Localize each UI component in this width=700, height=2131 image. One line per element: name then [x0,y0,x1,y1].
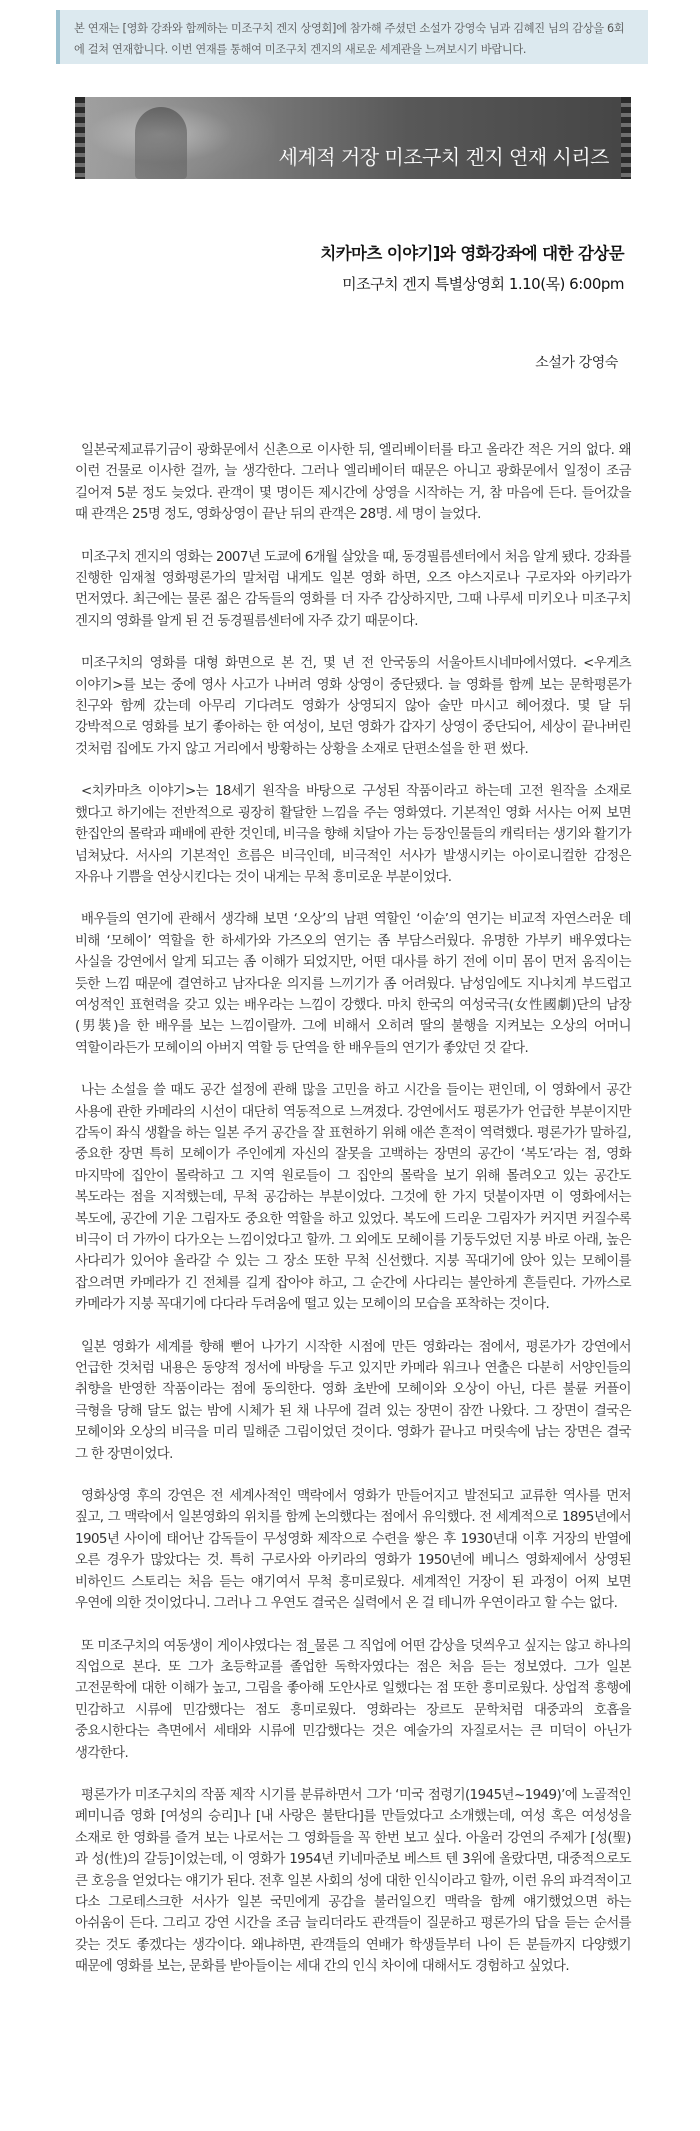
article-subtitle: 미조구치 겐지 특별상영회 1.10(목) 6:00pm [342,275,624,293]
paragraph: 미조구치의 영화를 대형 화면으로 본 건, 몇 년 전 안국동의 서울아트시네마에서였다. <우게츠 이야기>를 보는 중에 영사 사고가 나버려 영화 상영이 중단됐다. 늘 영화를 함께 보는 문학평론가 친구와 함께 갔는데 아무리 기다려도 영화가 상영되지 않아 술만 마시고 헤어졌다. 몇 달 뒤 강박적으로 영화를 보기 좋아하는 한 여성이, 보던 영화가 갑자기 상영이 중단되어, 세상이 끝나버린 것처럼 집에도 가지 않고 거리에서 방황하는 상황을 소재로 단편소설을 한 편 썼다. [75,656,631,757]
series-notice-text: 본 연재는 [영화 강좌와 함께하는 미조구치 겐지 상영회]에 참가해 주셨던 소설가 강영숙 님과 김혜진 님의 감상을 6회에 걸쳐 연재합니다. 이번 연재를 통해여 미조구치 겐지의 새로운 세계관을 느껴보시기 바랍니다. [74,22,625,56]
paragraph: 일본 영화가 세계를 향해 뻗어 나가기 시작한 시점에 만든 영화라는 점에서, 평론가가 강연에서 언급한 것처럼 내용은 동양적 정서에 바탕을 두고 있지만 카메라 워크나 연출은 다분히 서양인들의 취향을 반영한 작품이라는 점에 동의한다. 영화 초반에 모헤이와 오상이 아닌, 다른 불륜 커플이 극형을 당해 달도 없는 밤에 시체가 된 채 나무에 걸려 있는 장면이 잠깐 나왔다. 그 장면이 결국은 모헤이와 오상의 비극을 미리 밀해준 그림이었던 것이다. 영화가 끝나고 머릿속에 남는 장면은 결국 그 한 장면이었다. [75,1339,631,1462]
article-author: 소설가 강영숙 [535,355,618,371]
paragraph: 배우들의 연기에 관해서 생각해 보면 ‘오상’의 남편 역할인 ‘이슌’의 연기는 비교적 자연스러운 데 비해 ‘모헤이’ 역할을 한 하세가와 가즈오의 연기는 좀 부담스러웠다. 유명한 가부키 배우였다는 사실을 강연에서 알게 되고는 좀 이해가 되었지만, 어떤 대사를 하기 전에 이미 몸이 먼저 움직이는 듯한 느낌 때문에 결연하고 남자다운 의지를 느끼기가 좀 어려웠다. 남성임에도 지나치게 부드럽고 여성적인 표현력을 갖고 있는 배우라는 느낌이 강했다. 마치 한국의 여성국극(女性國劇)단의 남장(男裝)을 한 배우를 보는 느낌이랄까. 그에 비해서 오히려 딸의 불행을 지켜보는 오상의 어머니 역할이라든가 모헤이의 아버지 역할 등 단역을 한 배우들의 연기가 좋았던 것 같다. [75,912,631,1056]
banner-figure-silhouette [135,107,187,179]
paragraph: 영화상영 후의 강연은 전 세계사적인 맥락에서 영화가 만들어지고 발전되고 교류한 역사를 먼저 짚고, 그 맥락에서 일본영화의 위치를 함께 논의했다는 점에서 유익했다. 전 세계적으로 1895년에서 1905년 사이에 태어난 감독들이 무성영화 제작으로 수련을 쌓은 후 1930년대 이후 거장의 반열에 오른 경우가 많았다는 것. 특히 구로사와 아키라의 영화가 1950년에 베니스 영화제에서 상영된 비하인드 스토리는 처음 듣는 얘기여서 무척 흥미로웠다. 세계적인 거장이 된 과정이 어찌 보면 우연에 의한 것이었다니. 그러나 그 우연도 결국은 실력에서 온 걸 테니까 우연이라고 할 수는 없다. [75,1489,631,1612]
banner-title: 세계적 거장 미조구치 겐지 연재 시리즈 [278,145,609,169]
paragraph: 평론가가 미조구치의 작품 제작 시기를 분류하면서 그가 ‘미국 점령기(1945년~1949)’에 노골적인 페미니즘 영화 [여성의 승리]나 [내 사랑은 불탄다]를 만들었다고 소개했는데, 여성 혹은 여성성을 소재로 한 영화를 즐겨 보는 나로서는 그 영화들을 꼭 한번 보고 싶다. 아울러 강연의 주제가 [성(聖)과 성(性)의 갈등]이었는데, 이 영화가 1954년 키네마준보 베스트 텐 3위에 올랐다면, 대중적으로도 큰 호응을 얻었다는 얘기가 된다. 전후 일본 사회의 성에 대한 인식이라고 할까, 이런 유의 파격적이고 다소 그로테스크한 서사가 일본 국민에게 공감을 불러일으킨 맥락을 함께 얘기했었으면 하는 아쉬움이 든다. 그리고 강연 시간을 조금 늘리더라도 관객들이 질문하고 평론가의 답을 듣는 순서를 갖는 것도 좋겠다는 생각이다. 왜냐하면, 관객들의 연배가 학생들부터 나이 든 분들까지 다양했기 때문에 영화를 보는, 문화를 받아들이는 세대 간의 인식 차이에 대해서도 경험하고 싶었다. [75,1787,631,1975]
paragraph: 나는 소설을 쓸 때도 공간 설정에 관해 많을 고민을 하고 시간을 들이는 편인데, 이 영화에서 공간 사용에 관한 카메라의 시선이 대단히 역동적으로 느껴졌다. 강연에서도 평론가가 언급한 부분이지만 감독이 좌식 생활을 하는 일본 주거 공간을 잘 표현하기 위해 애쓴 흔적이 역력했다. 평론가가 말하길, 중요한 장면 특히 모헤이가 주인에게 자신의 잘못을 고백하는 장면의 공간이 ‘복도’라는 점, 영화 마지막에 집안이 몰락하고 그 지역 원로들이 그 집안의 몰락을 보기 위해 몰려오고 있는 공간도 복도라는 점을 지적했는데, 무척 공감하는 부분이었다. 그것에 한 가지 덧붙이자면 이 영화에서는 복도에, 공간에 기운 그림자도 중요한 역할을 하고 있었다. 복도에 드리운 그림자가 커지면 커질수록 비극이 더 가까이 다가오는 느낌이었다고 할까. 그 외에도 모헤이를 기둥두었던 지붕 바로 아래, 높은 사다리가 있어야 올라갈 수 있는 그 장소 또한 무척 신선했다. 지붕 꼭대기에 앉아 있는 모헤이를 잡으려면 카메라가 긴 전체를 길게 잡아야 하고, 그 순간에 사다리는 불안하게 흔들린다. 가까스로 카메라가 지붕 꼭대기에 다다라 두려움에 떨고 있는 모헤이의 모습을 포착하는 것이다. [75,1083,631,1313]
article-body [75,440,631,1999]
paragraph: <치카마츠 이야기>는 18세기 원작을 바탕으로 구성된 작품이라고 하는데 고전 원작을 소재로 했다고 하기에는 전반적으로 굉장히 활달한 느낌을 주는 영화였다. 기본적인 영화 서사는 어찌 보면 한집안의 몰락과 패배에 관한 것인데, 비극을 향해 치달아 가는 등장인물들의 캐릭터는 생기와 활기가 넘쳐났다. 서사의 기본적인 흐름은 비극인데, 비극적인 서사가 발생시키는 아이로니컬한 감정은 자유나 기쁨을 연상시킨다는 것이 내게는 무척 흥미로운 부분이었다. [75,784,631,885]
series-notice-box [56,10,648,64]
film-strip-left [75,97,85,179]
paragraph: 미조구치 겐지의 영화는 2007년 도쿄에 6개월 살았을 때, 동경필름센터에서 처음 알게 됐다. 강좌를 진행한 임재철 영화평론가의 말처럼 내게도 일본 영화 하면, 오즈 야스지로나 구로자와 아키라가 먼저였다. 최근에는 물론 젊은 감독들의 영화를 더 자주 감상하지만, 그때 나루세 미키오나 미조구치 겐지의 영화를 알게 된 건 동경필름센터에 자주 갔기 때문이다. [75,549,631,629]
film-strip-right [621,97,631,179]
series-banner [75,97,631,179]
paragraph: 일본국제교류기금이 광화문에서 신촌으로 이사한 뒤, 엘리베이터를 타고 올라간 적은 거의 없다. 왜 이런 건물로 이사한 걸까, 늘 생각한다. 그러나 엘리베이터 때문은 아니고 광화문에서 일정이 조금 길어져 5분 정도 늦었다. 관객이 몇 명이든 제시간에 상영을 시작하는 거, 참 마음에 든다. 들어갔을 때 관객은 25명 정도, 영화상영이 끝난 뒤의 관객은 28명. 세 명이 늘었다. [75,443,631,523]
paragraph: 또 미조구치의 여동생이 게이샤였다는 점_물론 그 직업에 어떤 감상을 덧씌우고 싶지는 않고 하나의 직업으로 본다. 또 그가 초등학교를 졸업한 독학자였다는 점은 처음 듣는 정보였다. 그가 일본 고전문학에 대한 이해가 높고, 그림을 좋아해 도안사로 일했다는 점 또한 흥미로웠다. 상업적 흥행에 민감하고 시류에 민감했다는 점도 흥미로웠다. 영화라는 장르도 문학처럼 대중과의 호흡을 중요시한다는 측면에서 세태와 시류에 민감했다는 것은 예술가의 자질로서는 큰 미덕이 아닌가 생각한다. [75,1638,631,1761]
article-title: 치카마츠 이야기]와 영화강좌에 대한 감상문 [320,244,624,263]
